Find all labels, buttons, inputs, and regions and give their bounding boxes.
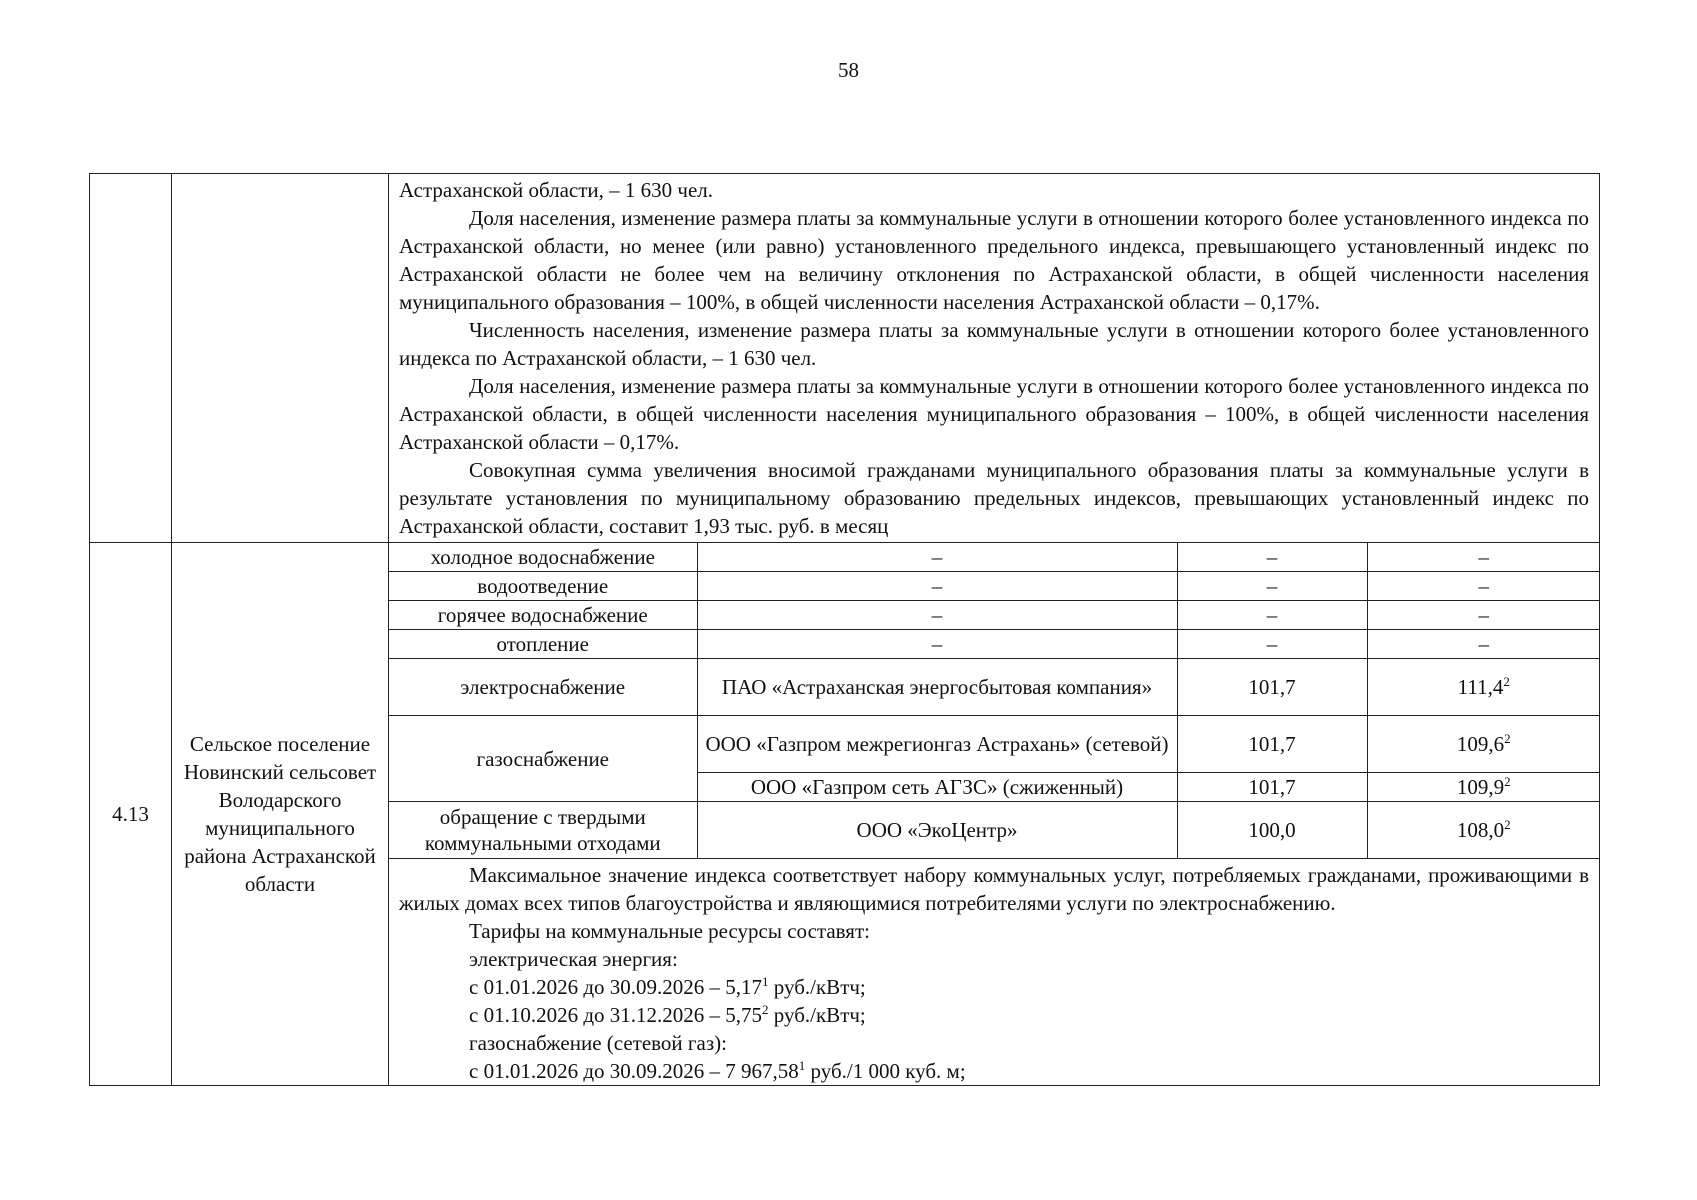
service-provider: ПАО «Астраханская энергосбытовая компания» [697, 659, 1177, 716]
electric-tariff-2 [469, 1001, 1589, 1029]
footnote-mark: 1 [762, 974, 769, 989]
limit-value: – [1478, 545, 1489, 569]
footnote-mark: 1 [798, 1058, 806, 1073]
service-provider: ООО «ЭкоЦентр» [697, 802, 1177, 859]
electric-label: электрическая энергия: [469, 947, 678, 971]
footnote-mark: 2 [1504, 817, 1511, 832]
service-provider: – [697, 630, 1177, 659]
service-name: газоснабжение [389, 716, 697, 802]
tariff-unit: руб./1 000 куб. м; [805, 1059, 966, 1083]
gas-tariff-1 [469, 1057, 1589, 1085]
footnote-mark: 2 [1504, 731, 1511, 746]
service-name: холодное водоснабжение [389, 543, 697, 572]
services-table [389, 543, 1600, 858]
limit-value: 108,0 [1456, 818, 1505, 842]
service-limit [1367, 630, 1600, 659]
service-row [389, 659, 1600, 716]
service-index: – [1177, 601, 1367, 630]
limit-value: – [1478, 632, 1489, 656]
service-index: – [1177, 572, 1367, 601]
continued-text-paragraph: Численность населения, изменение размера платы за коммунальные услуги в отношении которого более установленного индекса по Астраханской области, – 1 630 чел. [399, 318, 1589, 370]
electric-tariff-1 [469, 973, 1589, 1001]
footnote-mark: 2 [762, 1002, 769, 1017]
limit-value: – [1478, 574, 1489, 598]
service-provider: – [697, 601, 1177, 630]
tariff-table [89, 173, 1600, 1086]
limit-value: 109,6 [1456, 732, 1505, 756]
service-provider: – [697, 543, 1177, 572]
service-limit [1367, 659, 1600, 716]
continued-text-paragraph: Доля населения, изменение размера платы за коммунальные услуги в отношении которого более установленного индекса по Астраханской области, но менее (или равно) установленного предельного индекса, превышающего установленный индекс по Астраханской области не более чем на величину отклонения по Астраханской области, в общей численности населения муниципального образования – 100%, в общей численности населения Астраханской области – 0,17%. [399, 206, 1589, 314]
service-row [389, 601, 1600, 630]
service-index: – [1177, 630, 1367, 659]
limit-value: 109,9 [1456, 775, 1505, 799]
service-index: 101,7 [1177, 716, 1367, 773]
gas-label: газоснабжение (сетевой газ): [469, 1031, 727, 1055]
empty-municipality-cell [172, 174, 389, 543]
services-cell [389, 543, 1600, 859]
continued-text-paragraph: Доля населения, изменение размера платы за коммунальные услуги в отношении которого более установленного индекса по Астраханской области, в общей численности населения муниципального образования – 100%, в общей численности населения Астраханской области – 0,17%. [399, 374, 1589, 454]
service-row [389, 630, 1600, 659]
service-row [389, 802, 1600, 859]
row-number: 4.13 [90, 543, 172, 1086]
notes-cell [389, 859, 1600, 1086]
service-provider: ООО «Газпром межрегионгаз Астрахань» (сетевой) [697, 716, 1177, 773]
municipality-name: Сельское поселение Новинский сельсовет Володарского муниципального района Астраханской области [172, 543, 389, 1086]
service-index: 101,7 [1177, 659, 1367, 716]
service-name: водоотведение [389, 572, 697, 601]
limit-value: 111,4 [1457, 675, 1504, 699]
page-number: 58 [838, 58, 859, 82]
footnote-mark: 2 [1503, 674, 1510, 689]
service-limit [1367, 716, 1600, 773]
continued-row [90, 174, 1600, 543]
continued-text-cell [389, 174, 1600, 543]
service-name: электроснабжение [389, 659, 697, 716]
tariff-value: с 01.10.2026 до 31.12.2026 – 5,75 [469, 1003, 763, 1027]
service-limit [1367, 802, 1600, 859]
service-provider: ООО «Газпром сеть АГЗС» (сжиженный) [697, 773, 1177, 802]
service-index: 101,7 [1177, 773, 1367, 802]
tariffs-intro: Тарифы на коммунальные ресурсы составят: [469, 919, 870, 943]
service-name: отопление [389, 630, 697, 659]
service-index: – [1177, 543, 1367, 572]
service-limit [1367, 543, 1600, 572]
footnote-mark: 2 [1504, 774, 1511, 789]
service-limit [1367, 773, 1600, 802]
limit-value: – [1478, 603, 1489, 627]
service-name: обращение с твердыми коммунальными отходами [389, 802, 697, 859]
tariff-value: с 01.01.2026 до 30.09.2026 – 7 967,58 [469, 1059, 799, 1083]
row-4-13 [90, 543, 1600, 859]
service-index: 100,0 [1177, 802, 1367, 859]
max-index-note: Максимальное значение индекса соответствует набору коммунальных услуг, потребляемых гражданами, проживающими в жилых домах всех типов благоустройства и являющимися потребителями услуги по электроснабжению. [399, 863, 1589, 915]
tariff-value: с 01.01.2026 до 30.09.2026 – 5,17 [469, 975, 763, 999]
service-limit [1367, 601, 1600, 630]
service-limit [1367, 572, 1600, 601]
empty-number-cell [90, 174, 172, 543]
continued-text-paragraph: Совокупная сумма увеличения вносимой гражданами муниципального образования платы за коммунальные услуги в результате установления по муниципальному образованию предельных индексов, превышающих установленный индекс по Астраханской области, составит 1,93 тыс. руб. в месяц [399, 458, 1589, 538]
continued-text-line: Астраханской области, – 1 630 чел. [399, 178, 714, 202]
service-row [389, 716, 1600, 773]
service-row [389, 572, 1600, 601]
service-row [389, 543, 1600, 572]
service-name: горячее водоснабжение [389, 601, 697, 630]
tariff-unit: руб./кВтч; [768, 975, 866, 999]
service-provider: – [697, 572, 1177, 601]
tariff-unit: руб./кВтч; [768, 1003, 866, 1027]
